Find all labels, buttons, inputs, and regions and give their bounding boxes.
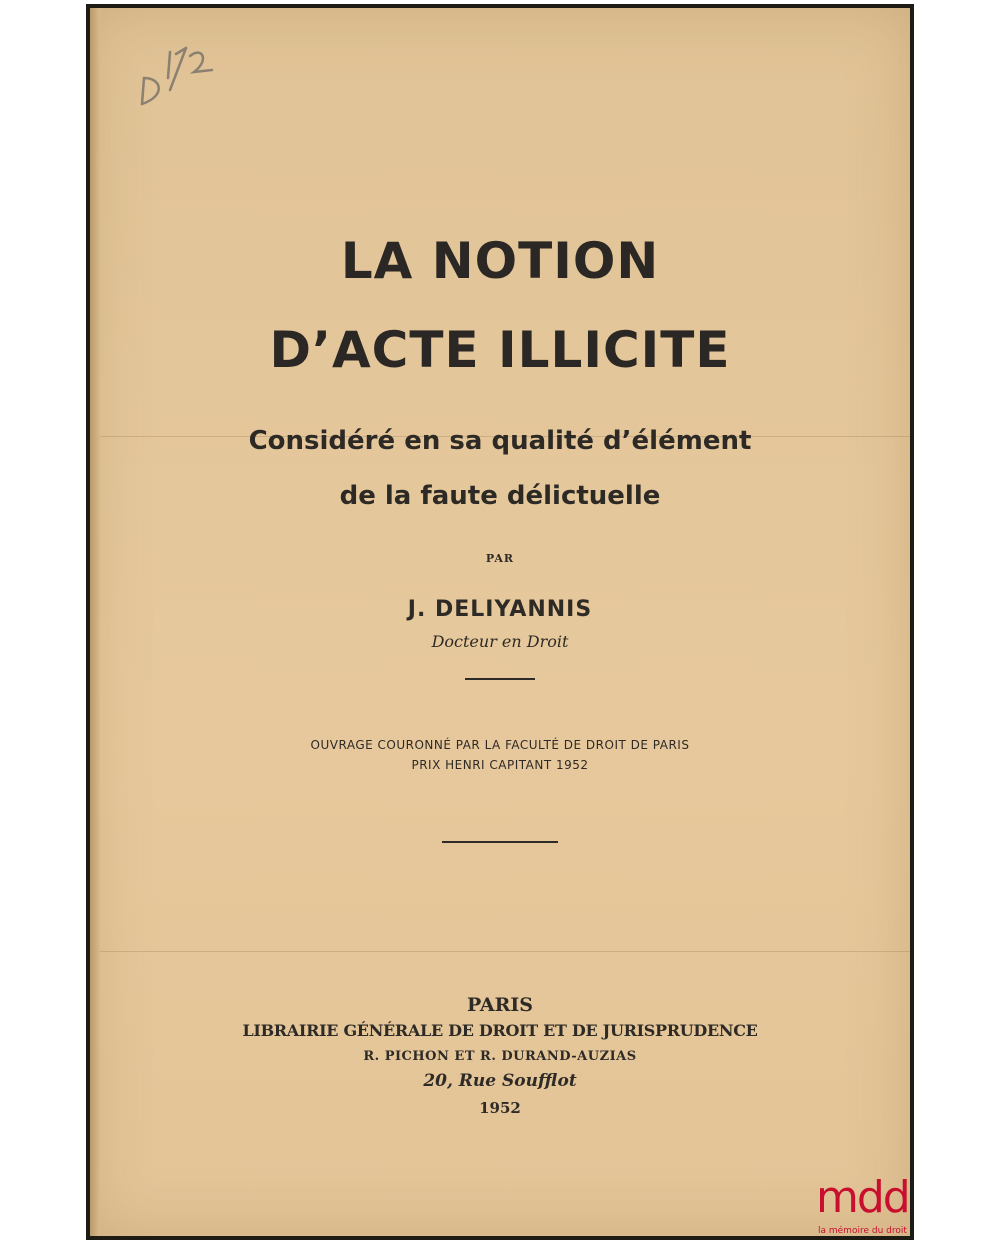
divider-short [465, 678, 535, 680]
pencil-mark [140, 40, 230, 110]
imprint-address: 20, Rue Soufflot [423, 1071, 577, 1091]
logo-tagline: la mémoire du droit [818, 1226, 907, 1236]
title-line-2: D’ACTE ILLICITE [269, 321, 731, 379]
imprint-publisher: LIBRAIRIE GÉNÉRALE DE DROIT ET DE JURISPRUDENCE [242, 1021, 758, 1040]
imprint-owners: R. PICHON ET R. DURAND-AUZIAS [363, 1049, 637, 1064]
mdd-logo [816, 1172, 916, 1238]
award-line-2: PRIX HENRI CAPITANT 1952 [411, 758, 589, 772]
imprint-year: 1952 [479, 1099, 521, 1117]
by-label: PAR [485, 552, 515, 565]
subtitle-line-2: de la faute délictuelle [339, 481, 661, 511]
subtitle-line-1: Considéré en sa qualité d’élément [248, 426, 752, 456]
author-degree: Docteur en Droit [431, 632, 569, 651]
fold-line-lower [100, 951, 910, 952]
award-line-1: OUVRAGE COURONNÉ PAR LA FACULTÉ DE DROIT DE PARIS [310, 738, 690, 752]
divider-long [442, 841, 558, 843]
imprint-city: PARIS [466, 994, 534, 1016]
logo-mark: mdd [816, 1172, 909, 1223]
author-name: J. DELIYANNIS [407, 597, 593, 622]
title-line-1: LA NOTION [340, 232, 660, 290]
